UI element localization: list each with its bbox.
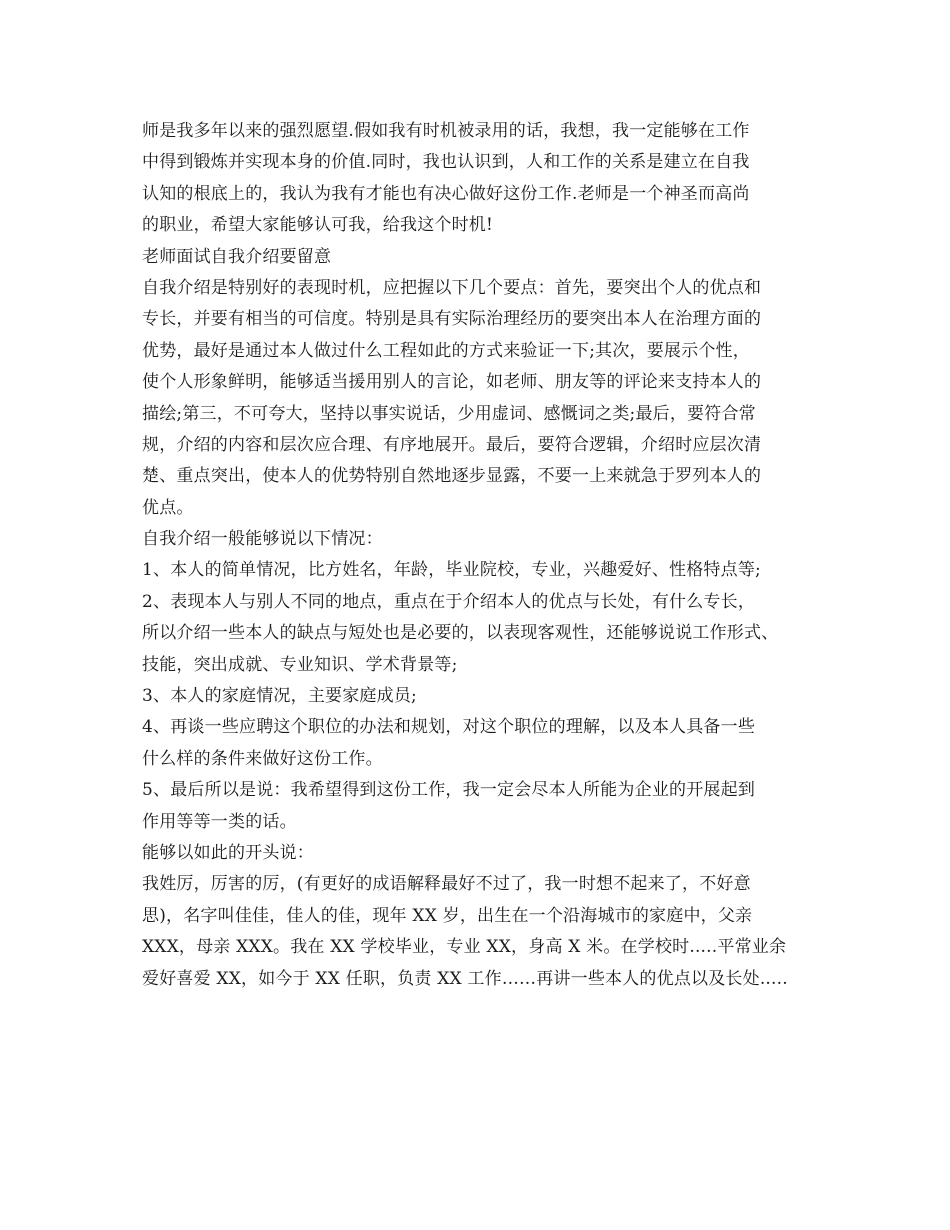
list-item: 1、本人的简单情况，比方姓名，年龄，毕业院校，专业，兴趣爱好、性格特点等; (142, 560, 761, 581)
list-item: 2、表现本人与别人不同的地点，重点在于介绍本人的优点与长处，有什么专长， (142, 591, 756, 612)
text-line: 作用等等一类的话。 (142, 811, 297, 832)
text-line: 楚、重点突出，使本人的优势特别自然地逐步显露，不要一上来就急于罗列本人的 (142, 466, 762, 487)
text-line: 认知的根底上的，我认为我有才能也有决心做好这份工作.老师是一个神圣而高尚 (142, 183, 750, 204)
text-line: XXX，母亲 XXX。我在 XX 学校毕业，专业 XX，身高 X 米。在学校时.....平常业余 (142, 937, 787, 958)
text-line: 规，介绍的内容和层次应合理、有序地展开。最后，要符合逻辑，介绍时应层次清 (142, 434, 762, 455)
text-line: 自我介绍是特别好的表现时机，应把握以下几个要点：首先，要突出个人的优点和 (142, 277, 762, 298)
text-line: 描绘;第三，不可夸大，坚持以事实说话，少用虚词、感慨词之类;最后，要符合常 (142, 403, 756, 424)
document-body (142, 116, 842, 995)
text-line: 我姓厉，厉害的厉，(有更好的成语解释最好不过了，我一时想不起来了，不好意 (142, 874, 751, 895)
list-item: 5、最后所以是说：我希望得到这份工作，我一定会尽本人所能为企业的开展起到 (142, 780, 756, 801)
text-line: 什么样的条件来做好这份工作。 (142, 748, 383, 769)
text-line: 师是我多年以来的强烈愿望.假如我有时机被录用的话，我想，我一定能够在工作 (142, 121, 750, 141)
text-line: 的职业，希望大家能够认可我，给我这个时机! (142, 215, 494, 236)
text-line: 所以介绍一些本人的缺点与短处也是必要的，以表现客观性，还能够说说工作形式、 (142, 623, 779, 644)
text-line: 使个人形象鲜明，能够适当援用别人的言论，如老师、朋友等的评论来支持本人的 (142, 372, 762, 393)
text-line: 中得到锻炼并实现本身的价值.同时，我也认识到，人和工作的关系是建立在自我 (142, 152, 750, 173)
list-item: 4、再谈一些应聘这个职位的办法和规划，对这个职位的理解，以及本人具备一些 (142, 717, 756, 738)
list-item: 3、本人的家庭情况，主要家庭成员; (142, 686, 417, 707)
text-line: 思)，名字叫佳佳，佳人的佳，现年 XX 岁，出生在一个沿海城市的家庭中，父亲 (142, 905, 753, 926)
text-line: 优势，最好是通过本人做过什么工程如此的方式来验证一下;其次，要展示个性， (142, 340, 750, 361)
text-line: 技能，突出成就、专业知识、学术背景等; (142, 654, 458, 675)
text-line: 爱好喜爱 XX，如今于 XX 任职，负责 XX 工作……再讲一些本人的优点以及长处..... (142, 968, 788, 989)
text-line: 能够以如此的开头说： (142, 842, 314, 863)
section-heading: 老师面试自我介绍要留意 (142, 246, 332, 267)
text-line: 专长，并要有相当的可信度。特别是具有实际治理经历的要突出本人在治理方面的 (142, 309, 762, 330)
text-line: 自我介绍一般能够说以下情况： (142, 529, 383, 550)
text-line: 优点。 (142, 497, 194, 518)
